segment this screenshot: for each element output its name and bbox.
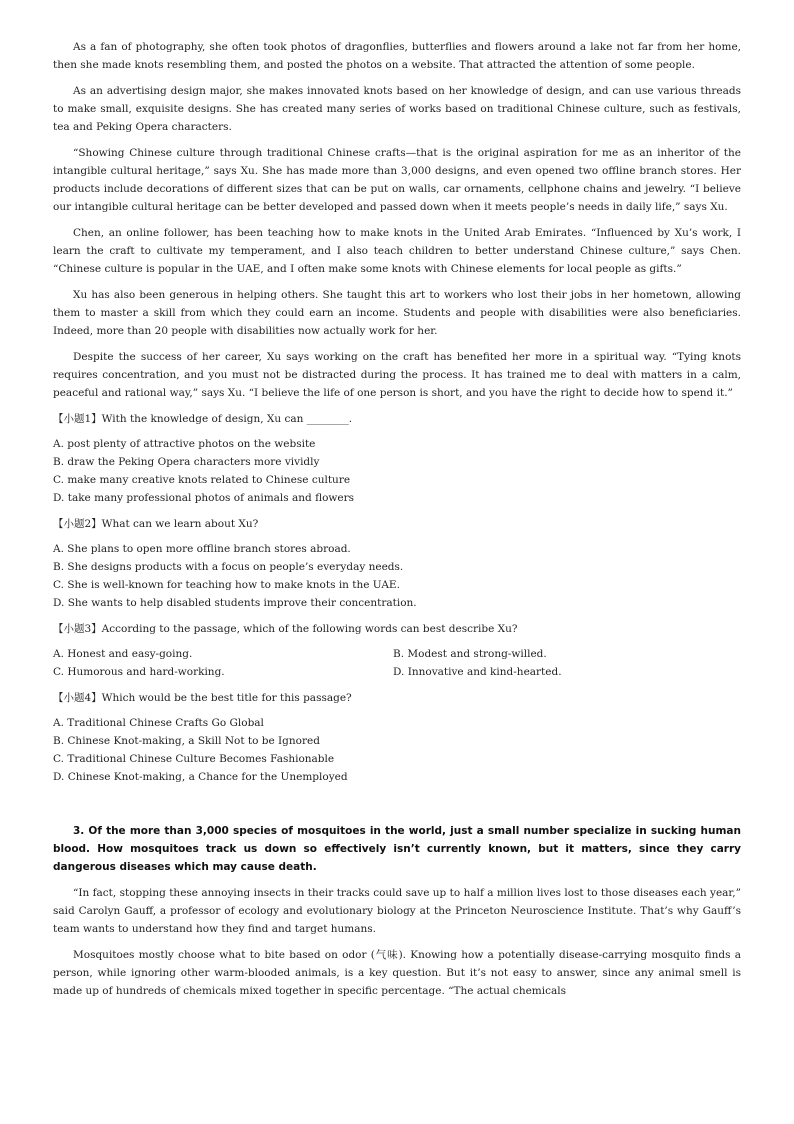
question-3-option-b: B. Modest and strong-willed. <box>393 648 547 660</box>
passage1-paragraph: Despite the success of her career, Xu says working on the craft has benefited her more in a spiritual way. “Tying knots requires concentration, and you must not be distracted during the process. It has trained me to deal with matters in a calm, peaceful and rational way,” says Xu. “I believe the life of one person is short, and you have the right to decide how to spend it.” <box>53 351 741 399</box>
passage1-paragraph: Xu has also been generous in helping others. She taught this art to workers who lost their jobs in her hometown, allowing them to master a skill from which they could earn an income. Students and people with disabilities were also beneficiaries. Indeed, more than 20 people with disabilities now actually work for her. <box>53 289 741 337</box>
passage3-paragraph: Mosquitoes mostly choose what to bite based on odor (气味). Knowing how a potentially disease-carrying mosquito finds a person, while ignoring other warm-blooded animals, is a key question. But it’s not easy to answer, since any animal smell is made up of hundreds of chemicals mixed together in specific percentage. “The actual chemicals <box>53 949 741 997</box>
question-3-option-d: D. Innovative and kind-hearted. <box>393 666 562 678</box>
section-spacer <box>53 794 741 822</box>
passage3-paragraph: “In fact, stopping these annoying insects in their tracks could save up to half a million lives lost to those diseases each year,” said Carolyn Gauff, a professor of ecology and evolutionary biology at the Princeton Neuroscience Institute. That’s why Gauff’s team wants to understand how they find and target humans. <box>53 887 741 935</box>
question-1-stem: 【小题1】With the knowledge of design, Xu can ________. <box>53 413 353 425</box>
question-1-option-d: D. take many professional photos of animals and flowers <box>53 492 355 504</box>
question-4-option-a: A. Traditional Chinese Crafts Go Global <box>53 717 264 729</box>
question-3-option-c: C. Humorous and hard-working. <box>53 666 225 678</box>
question-4-options <box>53 714 741 786</box>
passage1-paragraph: As an advertising design major, she makes innovated knots based on her knowledge of design, and can use various threads to make small, exquisite designs. She has created many series of works based on traditional Chinese culture, such as festivals, tea and Peking Opera characters. <box>53 85 741 133</box>
question-3-stem: 【小题3】According to the passage, which of the following words can best describe Xu? <box>53 623 518 635</box>
passage1-paragraph: As a fan of photography, she often took photos of dragonflies, butterflies and flowers around a lake not far from her home, then she made knots resembling them, and posted the photos on a website. That attracted the attention of some people. <box>53 41 741 71</box>
passage1-paragraph: “Showing Chinese culture through traditional Chinese crafts—that is the original aspiration for me as an inheritor of the intangible cultural heritage,” says Xu. She has made more than 3,000 designs, and even opened two offline branch stores. Her products include decorations of different sizes that can be put on walls, car ornaments, cellphone chains and jewelry. “I believe our intangible cultural heritage can be better developed and passed down when it meets people’s needs in daily life,” says Xu. <box>53 147 741 213</box>
question-2-options <box>53 540 741 612</box>
question-3-options <box>53 645 741 681</box>
question-1-option-b: B. draw the Peking Opera characters more vividly <box>53 456 320 468</box>
question-4-option-d: D. Chinese Knot-making, a Chance for the Unemployed <box>53 771 348 783</box>
question-2-stem: 【小题2】What can we learn about Xu? <box>53 518 259 530</box>
question-2-option-d: D. She wants to help disabled students improve their concentration. <box>53 597 417 609</box>
passage1-paragraph: Chen, an online follower, has been teaching how to make knots in the United Arab Emirates. “Influenced by Xu’s work, I learn the craft to cultivate my temperament, and I also teach children to better understand Chinese culture,” says Chen. “Chinese culture is popular in the UAE, and I often make some knots with Chinese elements for local people as gifts.” <box>53 227 741 275</box>
question-1-options <box>53 435 741 507</box>
question-2-option-a: A. She plans to open more offline branch stores abroad. <box>53 543 351 555</box>
question-4-option-c: C. Traditional Chinese Culture Becomes Fashionable <box>53 753 335 765</box>
document-page <box>53 38 741 1008</box>
question-4-option-b: B. Chinese Knot-making, a Skill Not to be Ignored <box>53 735 320 747</box>
question-1-option-a: A. post plenty of attractive photos on the website <box>53 438 316 450</box>
question-2-option-c: C. She is well-known for teaching how to make knots in the UAE. <box>53 579 400 591</box>
question-1-option-c: C. make many creative knots related to Chinese culture <box>53 474 351 486</box>
passage3-intro: 3. Of the more than 3,000 species of mosquitoes in the world, just a small number specialize in sucking human blood. How mosquitoes track us down so effectively isn’t currently known, but it matters, since they carry dangerous diseases which may cause death. <box>53 825 741 873</box>
question-4-stem: 【小题4】Which would be the best title for this passage? <box>53 692 352 704</box>
question-2-option-b: B. She designs products with a focus on people’s everyday needs. <box>53 561 404 573</box>
question-3-option-a: A. Honest and easy-going. <box>53 648 193 660</box>
